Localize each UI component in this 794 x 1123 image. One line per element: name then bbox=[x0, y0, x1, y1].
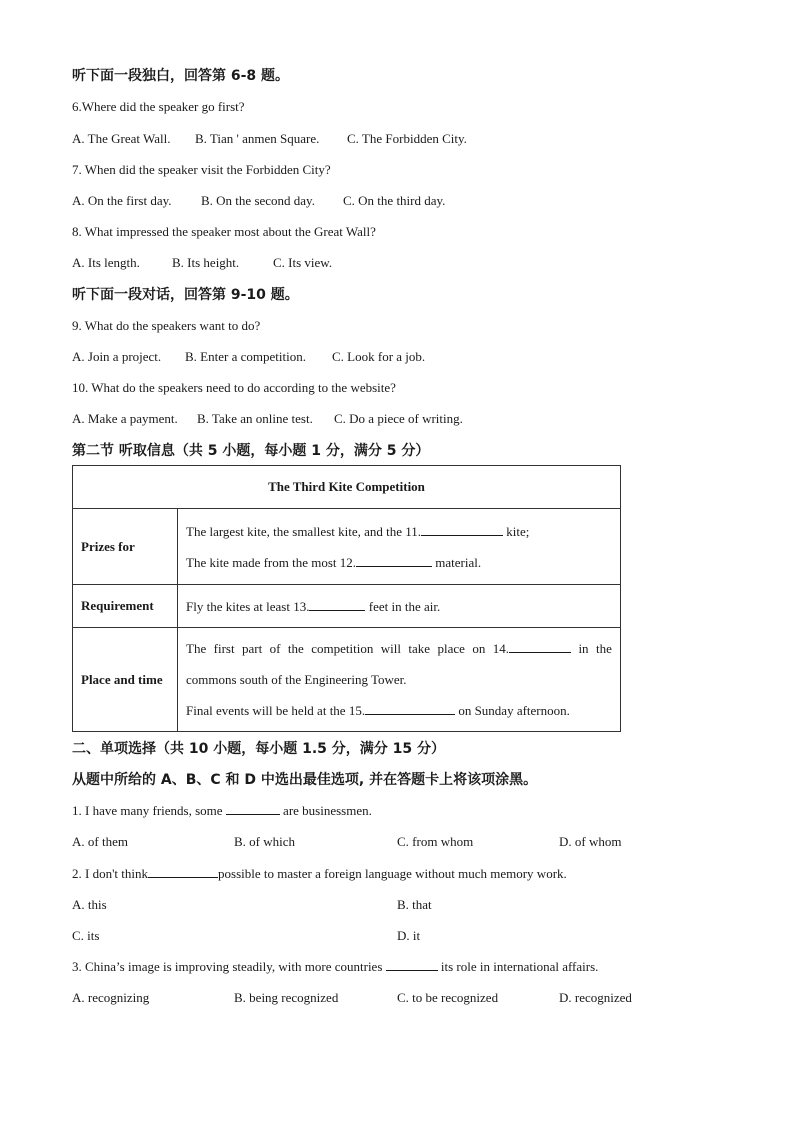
c2-option-a: A. this bbox=[72, 897, 107, 912]
prizes-label: Prizes for bbox=[73, 509, 178, 585]
q2-blank[interactable] bbox=[148, 866, 218, 878]
table-title: The Third Kite Competition bbox=[73, 466, 621, 509]
question-6: 6.Where did the speaker go first? bbox=[72, 99, 245, 114]
section-heading-info: 第二节 听取信息（共 5 小题，每小题 1 分，满分 5 分） bbox=[72, 443, 430, 459]
q6-option-b: B. Tian ' anmen Square. bbox=[195, 131, 320, 146]
word: of bbox=[269, 641, 281, 656]
place-line-1 bbox=[186, 633, 612, 664]
blank-11[interactable] bbox=[421, 524, 503, 536]
q3-text-end: its role in international affairs. bbox=[440, 959, 599, 974]
q2-text: 2. I don't think bbox=[72, 866, 149, 881]
word: take bbox=[408, 641, 431, 656]
word: competition bbox=[311, 641, 374, 656]
c2-option-c: C. its bbox=[72, 928, 100, 943]
c3-option-b: B. being recognized bbox=[234, 990, 339, 1005]
c2-option-b: B. that bbox=[397, 897, 432, 912]
word: The bbox=[186, 641, 207, 656]
word: will bbox=[380, 641, 401, 656]
q1-blank[interactable] bbox=[226, 803, 280, 815]
section-heading-monologue: 听下面一段独白，回答第 6-8 题。 bbox=[72, 68, 290, 84]
question-10: 10. What do the speakers need to do according to the website? bbox=[72, 380, 396, 395]
choice-question-2 bbox=[72, 866, 567, 882]
prizes-cell bbox=[178, 509, 621, 585]
prizes-line-2-end: material. bbox=[435, 554, 482, 570]
prizes-line-1-end: kite; bbox=[506, 523, 530, 539]
c1-option-d: D. of whom bbox=[559, 834, 622, 849]
blank-14[interactable] bbox=[509, 641, 571, 653]
q7-option-b: B. On the second day. bbox=[201, 193, 315, 208]
prizes-line-2 bbox=[186, 547, 612, 578]
prizes-line-1 bbox=[186, 516, 612, 547]
word: the bbox=[287, 641, 304, 656]
word: part bbox=[242, 641, 263, 656]
choice-instruction: 从题中所给的 A、B、C 和 D 中选出最佳选项, 并在答题卡上将该项涂黑。 bbox=[72, 772, 538, 788]
q10-option-b: B. Take an online test. bbox=[197, 411, 313, 426]
q1-text: 1. I have many friends, some bbox=[72, 803, 223, 818]
section-heading-choice: 二、单项选择（共 10 小题，每小题 1.5 分，满分 15 分） bbox=[72, 741, 446, 757]
q10-option-a: A. Make a payment. bbox=[72, 411, 178, 426]
q7-option-c: C. On the third day. bbox=[343, 193, 446, 208]
requirement-label: Requirement bbox=[73, 585, 178, 628]
c3-option-d: D. recognized bbox=[559, 990, 632, 1005]
c2-option-d: D. it bbox=[397, 928, 421, 943]
q8-option-b: B. Its height. bbox=[172, 255, 240, 270]
q3-text: 3. China’s image is improving steadily, with more countries bbox=[72, 959, 383, 974]
word: on bbox=[472, 641, 486, 656]
prizes-line-1-text: The largest kite, the smallest kite, and the 11. bbox=[186, 523, 422, 539]
blank-13[interactable] bbox=[309, 599, 365, 611]
choice-question-1 bbox=[72, 803, 372, 819]
q9-option-c: C. Look for a job. bbox=[332, 349, 426, 364]
choice-question-3 bbox=[72, 959, 598, 975]
q8-option-c: C. Its view. bbox=[273, 255, 333, 270]
c3-option-c: C. to be recognized bbox=[397, 990, 499, 1005]
q2-text-end: possible to master a foreign language without much memory work. bbox=[218, 866, 567, 881]
word: in bbox=[578, 641, 589, 656]
q3-blank[interactable] bbox=[386, 959, 438, 971]
q6-option-a: A. The Great Wall. bbox=[72, 131, 171, 146]
place-line-3-text: Final events will be held at the 15. bbox=[186, 703, 366, 718]
section-heading-dialogue: 听下面一段对话，回答第 9-10 题。 bbox=[72, 287, 299, 303]
question-7: 7. When did the speaker visit the Forbidden City? bbox=[72, 162, 331, 177]
place-time-cell bbox=[178, 628, 621, 732]
word: first bbox=[213, 641, 235, 656]
question-8: 8. What impressed the speaker most about the Great Wall? bbox=[72, 224, 376, 239]
question-9: 9. What do the speakers want to do? bbox=[72, 318, 261, 333]
word: the bbox=[595, 641, 612, 656]
q9-option-b: B. Enter a competition. bbox=[185, 349, 306, 364]
place-line-2: commons south of the Engineering Tower. bbox=[186, 672, 407, 687]
q6-option-c: C. The Forbidden City. bbox=[347, 131, 467, 146]
word-with-blank-14 bbox=[493, 633, 571, 664]
q10-option-c: C. Do a piece of writing. bbox=[334, 411, 463, 426]
q8-option-a: A. Its length. bbox=[72, 255, 140, 270]
q1-text-end: are businessmen. bbox=[283, 803, 372, 818]
q7-option-a: A. On the first day. bbox=[72, 193, 172, 208]
c1-option-c: C. from whom bbox=[397, 834, 474, 849]
word: place bbox=[437, 641, 465, 656]
place-line-3-end: on Sunday afternoon. bbox=[458, 703, 570, 718]
blank-12[interactable] bbox=[356, 555, 432, 567]
requirement-cell bbox=[178, 585, 621, 628]
prizes-line-2-text: The kite made from the most 12. bbox=[186, 554, 357, 570]
q9-option-a: A. Join a project. bbox=[72, 349, 162, 364]
place-time-label: Place and time bbox=[73, 628, 178, 732]
c3-option-a: A. recognizing bbox=[72, 990, 150, 1005]
blank-15[interactable] bbox=[365, 703, 455, 715]
c1-option-a: A. of them bbox=[72, 834, 128, 849]
c1-option-b: B. of which bbox=[234, 834, 296, 849]
requirement-line bbox=[186, 591, 612, 622]
word: 14. bbox=[492, 641, 510, 656]
requirement-text: Fly the kites at least 13. bbox=[186, 598, 310, 614]
place-line-3 bbox=[186, 695, 612, 726]
requirement-end: feet in the air. bbox=[368, 598, 441, 614]
kite-competition-table bbox=[72, 465, 621, 732]
